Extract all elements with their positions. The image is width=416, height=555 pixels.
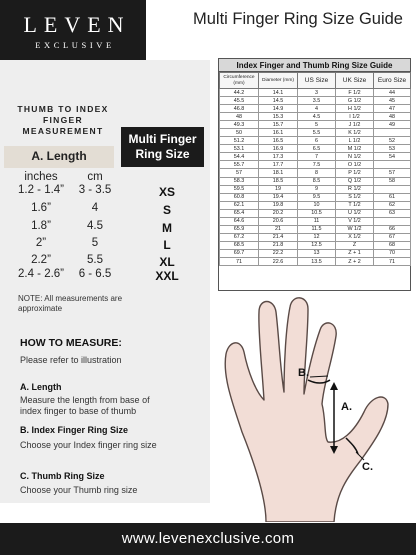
table-cell: 52 <box>374 137 411 145</box>
table-cell: 53 <box>374 145 411 153</box>
table-cell: V 1/2 <box>336 217 374 225</box>
table-cell: I 1/2 <box>336 113 374 121</box>
table-cell: 9 <box>298 185 336 193</box>
table-cell: O 1/2 <box>336 161 374 169</box>
table-cell: 57 <box>374 169 411 177</box>
table-cell: 22.6 <box>259 257 298 265</box>
table-row <box>220 161 411 169</box>
table-cell: U 1/2 <box>336 209 374 217</box>
table-cell: Z + 1 <box>336 249 374 257</box>
table-cell: T 1/2 <box>336 201 374 209</box>
length-guide-heading: THUMB TO INDEX FINGER MEASUREMENT <box>17 104 109 136</box>
table-cell: F 1/2 <box>336 89 374 97</box>
table-cell: P 1/2 <box>336 169 374 177</box>
hand-silhouette <box>225 298 388 522</box>
table-cell: 71 <box>374 257 411 265</box>
table-cell: 62.1 <box>220 201 259 209</box>
column-header: US Size <box>298 73 336 89</box>
table-cell: J 1/2 <box>336 121 374 129</box>
table-cell: 68.5 <box>220 241 259 249</box>
column-header: UK Size <box>336 73 374 89</box>
table-row <box>220 145 411 153</box>
table-cell: K 1/2 <box>336 129 374 137</box>
length-row-cm: 4 <box>91 202 99 214</box>
table-cell: 46.8 <box>220 105 259 113</box>
table-cell: 49.3 <box>220 121 259 129</box>
table-cell: 67.2 <box>220 233 259 241</box>
table-cell: 5 <box>298 121 336 129</box>
table-row <box>220 153 411 161</box>
table-cell: 59.5 <box>220 185 259 193</box>
table-cell: 49 <box>374 121 411 129</box>
table-cell: 54.4 <box>220 153 259 161</box>
table-cell: 13 <box>298 249 336 257</box>
table-cell <box>374 161 411 169</box>
table-cell: 20.6 <box>259 217 298 225</box>
table-cell: Z <box>336 241 374 249</box>
table-row <box>220 137 411 145</box>
table-cell: 21 <box>259 225 298 233</box>
table-cell: S 1/2 <box>336 193 374 201</box>
column-header: Diameter (mm) <box>259 73 298 89</box>
table-cell: 57 <box>220 169 259 177</box>
table-cell: 67 <box>374 233 411 241</box>
table-row <box>220 121 411 129</box>
length-row-cm: 3 - 3.5 <box>78 184 112 196</box>
ring-size-table <box>218 58 411 291</box>
length-row-cm: 6 - 6.5 <box>78 268 112 280</box>
table-cell: 16.9 <box>259 145 298 153</box>
table-cell: 14.1 <box>259 89 298 97</box>
table-cell: L 1/2 <box>336 137 374 145</box>
table-cell: 19 <box>259 185 298 193</box>
table-row <box>220 177 411 185</box>
table-cell: 12 <box>298 233 336 241</box>
label-b: B. <box>298 367 309 379</box>
step-body: Choose your Index finger ring size <box>20 440 157 450</box>
table-row <box>220 185 411 193</box>
table-cell: 10 <box>298 201 336 209</box>
table-cell: 18.5 <box>259 177 298 185</box>
table-cell: 55.7 <box>220 161 259 169</box>
table-cell: 3.5 <box>298 97 336 105</box>
table-row <box>220 113 411 121</box>
step-title: A. Length <box>20 382 62 392</box>
table-cell: G 1/2 <box>336 97 374 105</box>
table-row <box>220 209 411 217</box>
table-cell: 17.3 <box>259 153 298 161</box>
length-row-size: L <box>163 238 171 252</box>
column-header: Circumference (mm) <box>220 73 259 89</box>
table-cell: 22.2 <box>259 249 298 257</box>
table-cell: 58 <box>374 177 411 185</box>
brand-name: LEVEN <box>23 12 131 37</box>
table-cell: 62 <box>374 201 411 209</box>
length-row-inches: 2” <box>35 237 47 249</box>
table-cell: 48 <box>220 113 259 121</box>
table-cell: 12.5 <box>298 241 336 249</box>
size-table-grid <box>219 72 411 266</box>
length-row-cm: 4.5 <box>87 220 103 232</box>
table-cell: 65.9 <box>220 225 259 233</box>
table-cell <box>374 185 411 193</box>
table-cell: 66 <box>374 225 411 233</box>
length-row-cm: 5 <box>91 237 99 249</box>
table-cell: 10.5 <box>298 209 336 217</box>
length-a-arrow-top <box>330 382 338 390</box>
table-cell: 6.5 <box>298 145 336 153</box>
table-cell <box>374 217 411 225</box>
table-cell: Q 1/2 <box>336 177 374 185</box>
length-row-inches: 1.8” <box>31 220 51 232</box>
table-cell: 3 <box>298 89 336 97</box>
table-row <box>220 257 411 265</box>
table-cell: 48 <box>374 113 411 121</box>
length-row-size: XS <box>158 185 175 199</box>
table-cell: W 1/2 <box>336 225 374 233</box>
table-cell <box>374 129 411 137</box>
length-row-size: XXL <box>155 269 179 283</box>
table-cell: 50 <box>220 129 259 137</box>
table-cell: 7.5 <box>298 161 336 169</box>
step-body: Measure the length from base of index finger to base of thumb <box>20 395 150 416</box>
table-cell: 19.8 <box>259 201 298 209</box>
length-row-size: S <box>162 203 171 217</box>
table-cell: R 1/2 <box>336 185 374 193</box>
table-row <box>220 193 411 201</box>
table-cell: 11.5 <box>298 225 336 233</box>
table-cell: X 1/2 <box>336 233 374 241</box>
table-cell: 64.6 <box>220 217 259 225</box>
page-title: Multi Finger Ring Size Guide <box>192 10 403 28</box>
table-cell: 70 <box>374 249 411 257</box>
table-row <box>220 217 411 225</box>
table-cell: 60.8 <box>220 193 259 201</box>
table-cell: 44 <box>374 89 411 97</box>
table-cell: 17.7 <box>259 161 298 169</box>
table-row <box>220 225 411 233</box>
brand-logo <box>0 0 146 60</box>
table-cell: 16.1 <box>259 129 298 137</box>
table-row <box>220 233 411 241</box>
table-cell: 18.1 <box>259 169 298 177</box>
how-to-title: HOW TO MEASURE: <box>20 337 122 349</box>
label-c: C. <box>362 461 373 473</box>
length-row-size: M <box>162 221 172 235</box>
length-row-inches: 2.4 - 2.6” <box>17 268 65 280</box>
how-to-subtitle: Please refer to illustration <box>20 355 122 365</box>
multi-finger-size-label: Multi Finger Ring Size <box>121 127 204 167</box>
step-body: Choose your Thumb ring size <box>20 485 138 495</box>
table-cell: 21.4 <box>259 233 298 241</box>
table-cell: 71 <box>220 257 259 265</box>
table-cell: 61 <box>374 193 411 201</box>
length-row-inches: 1.2 - 1.4” <box>17 184 65 196</box>
table-cell: 21.8 <box>259 241 298 249</box>
length-label: A. Length <box>31 149 87 163</box>
length-row-inches: 2.2” <box>31 254 51 266</box>
length-row-cm: 5.5 <box>87 254 103 266</box>
table-cell: 44.2 <box>220 89 259 97</box>
units-cm: cm <box>87 171 103 183</box>
table-cell: 16.5 <box>259 137 298 145</box>
table-cell: 51.2 <box>220 137 259 145</box>
step-title: B. Index Finger Ring Size <box>20 425 129 435</box>
table-cell: N 1/2 <box>336 153 374 161</box>
table-row <box>220 129 411 137</box>
table-cell: 14.5 <box>259 97 298 105</box>
table-cell: M 1/2 <box>336 145 374 153</box>
website-footer[interactable]: www.levenexclusive.com <box>0 523 416 555</box>
table-cell: Z + 2 <box>336 257 374 265</box>
table-title: Index Finger and Thumb Ring Size Guide <box>219 59 410 72</box>
table-cell: 54 <box>374 153 411 161</box>
table-cell: 53.1 <box>220 145 259 153</box>
units-inches: inches <box>24 171 58 183</box>
table-cell: 8.5 <box>298 177 336 185</box>
table-row <box>220 201 411 209</box>
measurement-note: NOTE: All measurements are approximate <box>18 294 123 313</box>
brand-tagline: EXCLUSIVE <box>35 40 115 50</box>
table-cell: 47 <box>374 105 411 113</box>
column-header: Euro Size <box>374 73 411 89</box>
length-row-inches: 1.6” <box>31 202 51 214</box>
table-cell: 14.9 <box>259 105 298 113</box>
table-row <box>220 169 411 177</box>
table-cell: 11 <box>298 217 336 225</box>
table-cell: 4.5 <box>298 113 336 121</box>
table-cell: 45.5 <box>220 97 259 105</box>
table-cell: 58.3 <box>220 177 259 185</box>
table-cell: 69.7 <box>220 249 259 257</box>
table-cell: 5.5 <box>298 129 336 137</box>
table-cell: 45 <box>374 97 411 105</box>
table-row <box>220 241 411 249</box>
table-cell: 15.3 <box>259 113 298 121</box>
table-cell: 8 <box>298 169 336 177</box>
table-cell: 7 <box>298 153 336 161</box>
size-table-body <box>220 89 411 266</box>
step-title: C. Thumb Ring Size <box>20 471 105 481</box>
label-a: A. <box>341 401 352 413</box>
table-row <box>220 97 411 105</box>
length-row-size: XL <box>159 255 175 269</box>
table-cell: 4 <box>298 105 336 113</box>
table-row <box>220 105 411 113</box>
table-cell: 13.5 <box>298 257 336 265</box>
table-cell: 15.7 <box>259 121 298 129</box>
table-row <box>220 249 411 257</box>
table-cell: 9.5 <box>298 193 336 201</box>
table-cell: 63 <box>374 209 411 217</box>
table-cell: 68 <box>374 241 411 249</box>
table-row <box>220 89 411 97</box>
hand-illustration <box>196 292 416 522</box>
table-cell: 19.4 <box>259 193 298 201</box>
table-cell: 65.4 <box>220 209 259 217</box>
table-cell: 6 <box>298 137 336 145</box>
table-cell: 20.2 <box>259 209 298 217</box>
table-cell: H 1/2 <box>336 105 374 113</box>
